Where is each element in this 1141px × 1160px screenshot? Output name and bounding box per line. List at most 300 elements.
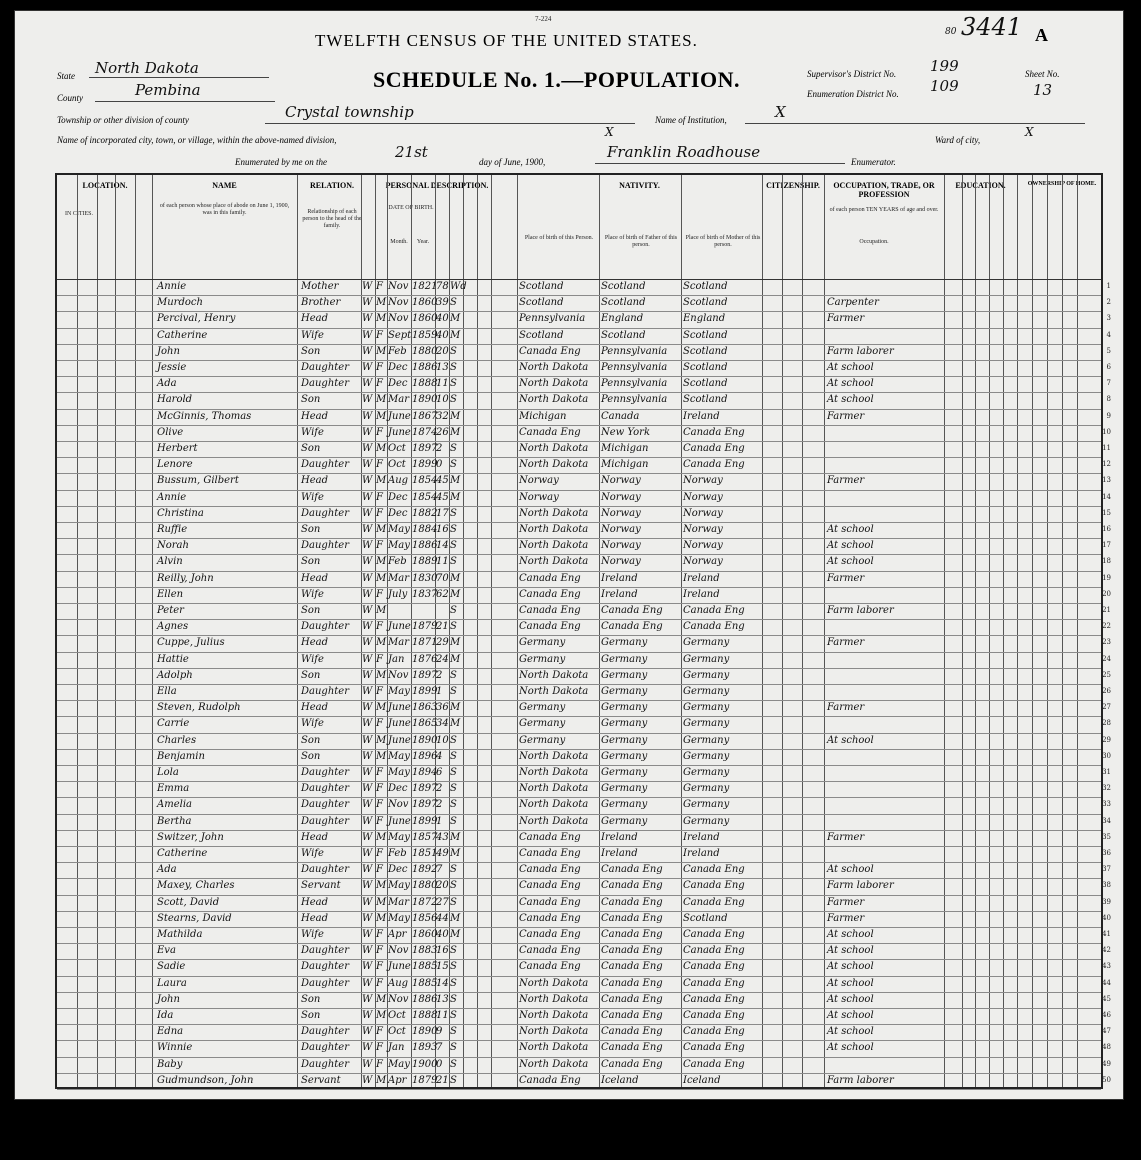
cell-mo: Canada Eng [683, 426, 745, 438]
cell-rel: Son [301, 524, 321, 535]
cell-a: 1 [436, 815, 443, 827]
cell-c: W [362, 605, 373, 616]
cell-y: 1860 [412, 313, 438, 325]
cell-rel: Head [301, 831, 329, 843]
cell-m: May [388, 540, 410, 552]
cell-p: North Dakota [519, 669, 589, 681]
cell-mo: Canada Eng [683, 945, 745, 957]
cell-rel: Head [301, 896, 329, 908]
cell-rel: Son [301, 1010, 321, 1021]
enumeration-value: 109 [930, 77, 959, 95]
cell-f: Germany [601, 815, 648, 827]
cell-s: F [376, 783, 383, 795]
row-number: 4 [1106, 330, 1111, 339]
cell-rel: Son [301, 605, 321, 616]
cell-ms: M [450, 718, 461, 730]
cell-mo: Germany [683, 653, 730, 665]
cell-s: M [376, 475, 387, 487]
cell-m: Dec [388, 362, 408, 373]
cell-occ: Farmer [827, 912, 865, 924]
cell-ms: S [450, 1010, 457, 1021]
cell-s: F [376, 815, 383, 827]
cell-c: W [362, 345, 373, 357]
cell-c: W [362, 313, 373, 325]
cell-a: 40 [436, 313, 449, 325]
group-nativity: NATIVITY. [619, 181, 660, 190]
cell-c: W [362, 621, 373, 633]
cell-m: Dec [388, 507, 408, 519]
cell-y: 1874 [412, 426, 438, 438]
cell-a: 27 [436, 896, 449, 908]
row-number: 23 [1102, 638, 1111, 647]
cell-mo: Canada Eng [683, 993, 745, 1005]
row-number: 8 [1106, 395, 1111, 404]
cell-ms: M [450, 475, 461, 487]
cell-mo: Canada Eng [683, 443, 745, 454]
cell-ms: M [450, 831, 461, 843]
cell-rel: Wife [301, 588, 324, 600]
cell-c: W [362, 507, 373, 519]
cell-occ: At school [827, 394, 874, 406]
cell-p: Canada Eng [519, 1074, 581, 1086]
cell-ms: S [450, 669, 457, 681]
cell-f: Norway [601, 556, 641, 568]
cell-mo: Scotland [683, 362, 728, 373]
cell-mo: Canada Eng [683, 929, 745, 940]
cell-p: Canada Eng [519, 605, 581, 616]
row-number: 6 [1106, 363, 1111, 371]
cell-name: Percival, Henry [157, 313, 236, 325]
cell-c: W [362, 637, 373, 649]
cell-a: 11 [436, 378, 449, 390]
cell-name: Catherine [157, 848, 208, 859]
row-number: 18 [1102, 557, 1111, 566]
cell-occ: Farmer [827, 896, 865, 908]
cell-ms: S [450, 750, 457, 762]
cell-s: M [376, 637, 387, 649]
enumerated-month: day of June, 1900, [479, 157, 546, 167]
cell-p: Canada Eng [519, 588, 581, 600]
cell-f: Canada Eng [601, 912, 663, 924]
cell-p: Canada Eng [519, 426, 581, 438]
cell-ms: M [450, 588, 461, 600]
cell-rel: Head [301, 313, 329, 325]
cell-s: F [376, 653, 383, 665]
cell-p: Scotland [519, 281, 564, 292]
cell-occ: Farmer [827, 475, 865, 487]
cell-f: Canada Eng [601, 896, 663, 908]
schedule-title: SCHEDULE No. 1.—POPULATION. [373, 67, 740, 92]
row-number: 10 [1102, 427, 1111, 436]
cell-rel: Daughter [301, 686, 349, 697]
cell-m: Oct [388, 459, 406, 471]
cell-f: Pennsylvania [601, 378, 668, 390]
row-number: 19 [1102, 573, 1111, 582]
row-number: 43 [1102, 962, 1111, 971]
cell-y: 1886 [412, 540, 438, 552]
cell-y: 1872 [412, 896, 438, 908]
cell-y: 1886 [412, 362, 438, 373]
cell-ms: S [450, 783, 457, 795]
cell-m: Nov [388, 281, 409, 292]
row-number: 3 [1106, 314, 1111, 323]
cell-f: Canada [601, 410, 640, 422]
cell-rel: Daughter [301, 1058, 349, 1070]
cell-name: Bertha [157, 815, 192, 827]
cell-c: W [362, 426, 373, 438]
cell-s: M [376, 702, 387, 714]
cell-m: Apr [388, 1074, 407, 1086]
cell-f: Canada Eng [601, 1026, 663, 1038]
cell-rel: Wife [301, 491, 324, 503]
cell-occ: Farmer [827, 702, 865, 714]
cell-c: W [362, 945, 373, 957]
row-number: 45 [1102, 994, 1111, 1003]
row-number: 14 [1102, 492, 1111, 501]
cell-s: M [376, 896, 387, 908]
row-number: 49 [1102, 1059, 1111, 1068]
cell-s: F [376, 426, 383, 438]
cell-name: Annie [157, 281, 187, 292]
cell-name: Steven, Rudolph [157, 702, 241, 714]
cell-f: Canada Eng [601, 880, 663, 892]
cell-p: Canada Eng [519, 880, 581, 892]
cell-f: Germany [601, 750, 648, 762]
cell-mo: Norway [683, 491, 723, 503]
cell-f: Ireland [601, 831, 638, 843]
cell-m: Nov [388, 945, 409, 957]
cell-y: 1885 [412, 977, 438, 989]
cell-y: 1854 [412, 491, 438, 503]
cell-a: 4 [436, 750, 443, 762]
cell-ms: S [450, 993, 457, 1005]
cell-c: W [362, 864, 373, 876]
cell-f: Canada Eng [601, 961, 663, 973]
group-relation: RELATION. [309, 181, 355, 190]
cell-ms: M [450, 313, 461, 325]
cell-p: Germany [519, 637, 566, 649]
cell-m: Nov [388, 669, 409, 681]
cell-a: 29 [436, 637, 449, 649]
cell-name: Edna [157, 1026, 184, 1038]
cell-occ: At school [827, 993, 874, 1005]
cell-y: 1890 [412, 394, 438, 406]
cell-y: 1899 [412, 686, 438, 697]
cell-mo: Germany [683, 669, 730, 681]
cell-p: Canada Eng [519, 848, 581, 859]
cell-name: Hattie [157, 653, 189, 665]
cell-a: 7 [436, 1042, 443, 1054]
cell-m: Mar [388, 394, 409, 406]
cell-c: W [362, 1026, 373, 1038]
cell-m: June [388, 621, 411, 633]
cell-occ: At school [827, 961, 874, 973]
cell-c: W [362, 362, 373, 373]
cell-m: Aug [388, 475, 409, 487]
group-education: EDUCATION. [955, 181, 1006, 190]
cell-p: North Dakota [519, 750, 589, 762]
cell-name: Murdoch [157, 297, 203, 309]
cell-y: 1880 [412, 880, 438, 892]
cell-f: Pennsylvania [601, 394, 668, 406]
row-number: 35 [1102, 832, 1111, 841]
cell-rel: Daughter [301, 621, 349, 633]
cell-s: M [376, 297, 387, 309]
cell-m: June [388, 815, 411, 827]
cell-name: Olive [157, 426, 184, 438]
cell-ms: S [450, 556, 457, 568]
row-number: 9 [1106, 411, 1111, 420]
cell-c: W [362, 1074, 373, 1086]
row-number: 12 [1102, 460, 1111, 469]
cell-ms: M [450, 848, 461, 859]
cell-f: Scotland [601, 329, 646, 341]
cell-ms: S [450, 394, 457, 406]
cell-ms: M [450, 702, 461, 714]
cell-mo: Scotland [683, 378, 728, 390]
cell-s: F [376, 977, 383, 989]
group-occupation: OCCUPATION, TRADE, OR PROFESSION [833, 181, 935, 199]
cell-y: 1879 [412, 621, 438, 633]
cell-f: Canada Eng [601, 1058, 663, 1070]
cell-occ: At school [827, 1026, 874, 1038]
cell-a: 49 [436, 848, 449, 859]
cell-y: 1860 [412, 297, 438, 309]
cell-mo: Germany [683, 750, 730, 762]
cell-name: Ida [157, 1010, 174, 1021]
sheet-no-label: Sheet No. [1025, 69, 1060, 79]
cell-m: June [388, 734, 411, 746]
cell-s: F [376, 378, 383, 390]
cell-s: F [376, 945, 383, 957]
cell-a: 21 [436, 1074, 449, 1086]
cell-a: 40 [436, 929, 449, 940]
cell-occ: Farmer [827, 410, 865, 422]
cell-mo: Scotland [683, 345, 728, 357]
cell-name: Scott, David [157, 896, 220, 908]
cell-rel: Son [301, 345, 321, 357]
cell-f: Scotland [601, 297, 646, 309]
ward-label: Ward of city, [935, 135, 981, 145]
cell-p: North Dakota [519, 799, 589, 811]
cell-a: 13 [436, 362, 449, 373]
cell-p: Canada Eng [519, 945, 581, 957]
cell-mo: Ireland [683, 572, 720, 584]
cell-ms: M [450, 329, 461, 341]
population-table [55, 173, 1111, 1089]
cell-m: Nov [388, 799, 409, 811]
cell-y: 1860 [412, 929, 438, 940]
row-number: 32 [1102, 784, 1111, 793]
cell-occ: At school [827, 734, 874, 746]
cell-name: Harold [157, 394, 193, 406]
cell-mo: Norway [683, 507, 723, 519]
cell-occ: At school [827, 556, 874, 568]
cell-name: Maxey, Charles [157, 880, 235, 892]
cell-f: Germany [601, 702, 648, 714]
cell-rel: Daughter [301, 1026, 349, 1038]
cell-f: Ireland [601, 572, 638, 584]
row-number: 30 [1102, 751, 1111, 760]
cell-s: M [376, 1074, 387, 1086]
cell-f: Germany [601, 767, 648, 778]
cell-name: Cuppe, Julius [157, 637, 225, 649]
cell-p: North Dakota [519, 993, 589, 1005]
cell-occ: At school [827, 378, 874, 390]
cell-rel: Son [301, 993, 321, 1005]
cell-p: North Dakota [519, 1010, 589, 1021]
cell-ms: S [450, 362, 457, 373]
cell-p: North Dakota [519, 362, 589, 373]
cell-y: 1863 [412, 702, 438, 714]
cell-c: W [362, 961, 373, 973]
cell-name: Norah [157, 540, 189, 552]
cell-a: 40 [436, 329, 449, 341]
cell-m: Feb [388, 848, 407, 859]
cell-c: W [362, 880, 373, 892]
cell-rel: Head [301, 475, 329, 487]
cell-s: F [376, 459, 383, 471]
cell-c: W [362, 378, 373, 390]
cell-occ: At school [827, 945, 874, 957]
cell-a: 10 [436, 394, 449, 406]
cell-p: North Dakota [519, 443, 589, 454]
cell-occ: Farmer [827, 572, 865, 584]
cell-mo: Canada Eng [683, 896, 745, 908]
cell-name: McGinnis, Thomas [157, 410, 252, 422]
cell-y: 1897 [412, 669, 438, 681]
cell-p: Norway [519, 475, 559, 487]
cell-rel: Daughter [301, 864, 349, 876]
cell-y: 1859 [412, 329, 438, 341]
cell-s: F [376, 1042, 383, 1054]
cell-f: Canada Eng [601, 977, 663, 989]
county-value: Pembina [135, 81, 201, 99]
cell-occ: Farmer [827, 637, 865, 649]
cell-f: Iceland [601, 1074, 639, 1086]
cell-m: Jan [388, 1042, 405, 1054]
cell-name: Bussum, Gilbert [157, 475, 239, 487]
cell-m: July [388, 588, 408, 600]
cell-rel: Wife [301, 329, 324, 341]
cell-rel: Head [301, 637, 329, 649]
cell-a: 62 [436, 588, 449, 600]
cell-p: Canada Eng [519, 572, 581, 584]
cell-p: Scotland [519, 329, 564, 341]
cell-p: Canada Eng [519, 961, 581, 973]
cell-rel: Son [301, 669, 321, 681]
cell-s: F [376, 1058, 383, 1070]
cell-occ: At school [827, 929, 874, 940]
cell-mo: Norway [683, 556, 723, 568]
cell-a: 78 [436, 281, 449, 292]
cell-ms: M [450, 653, 461, 665]
cell-occ: At school [827, 1010, 874, 1021]
cell-s: M [376, 524, 387, 535]
row-number: 34 [1102, 816, 1111, 825]
cell-name: Benjamin [157, 750, 205, 762]
cell-a: 2 [436, 799, 443, 811]
cell-p: Germany [519, 653, 566, 665]
cell-m: Mar [388, 572, 409, 584]
subhead-place-father: Place of birth of Father of this person. [604, 235, 678, 248]
cell-c: W [362, 718, 373, 730]
cell-rel: Daughter [301, 961, 349, 973]
cell-occ: Farm laborer [827, 880, 894, 892]
cell-f: Pennsylvania [601, 362, 668, 373]
cell-c: W [362, 329, 373, 341]
enumerated-day: 21st [395, 143, 428, 161]
cell-mo: Germany [683, 815, 730, 827]
cell-a: 32 [436, 410, 449, 422]
group-ownership: OWNERSHIP OF HOME. [1027, 181, 1097, 187]
cell-ms: Wd [450, 281, 467, 292]
cell-s: F [376, 281, 383, 292]
cell-mo: Canada Eng [683, 1010, 745, 1021]
cell-c: W [362, 831, 373, 843]
cell-c: W [362, 1010, 373, 1021]
city-value: X [605, 125, 614, 139]
cell-name: Ellen [157, 588, 184, 600]
subhead-place-mother: Place of birth of Mother of this person. [685, 235, 761, 248]
cell-y: 1896 [412, 750, 438, 762]
cell-ms: S [450, 345, 457, 357]
cell-ms: S [450, 896, 457, 908]
state-label: State [57, 71, 75, 81]
cell-c: W [362, 556, 373, 568]
cell-a: 36 [436, 702, 449, 714]
cell-s: M [376, 345, 387, 357]
cell-a: 34 [436, 718, 449, 730]
cell-y: 1897 [412, 783, 438, 795]
cell-a: 21 [436, 621, 449, 633]
cell-rel: Brother [301, 297, 341, 309]
cell-ms: M [450, 929, 461, 940]
cell-mo: Scotland [683, 394, 728, 406]
cell-c: W [362, 281, 373, 292]
cell-mo: Canada Eng [683, 961, 745, 973]
cell-s: M [376, 750, 387, 762]
census-sheet [14, 10, 1124, 1100]
cell-y: 1857 [412, 831, 438, 843]
cell-occ: Farm laborer [827, 1074, 894, 1086]
subhead-occupation-col: Occupation. [859, 239, 889, 245]
cell-a: 14 [436, 977, 449, 989]
cell-mo: Ireland [683, 410, 720, 422]
cell-mo: Canada Eng [683, 459, 745, 471]
cell-name: Herbert [157, 443, 198, 454]
cell-a: 39 [436, 297, 449, 309]
cell-rel: Head [301, 912, 329, 924]
cell-s: M [376, 572, 387, 584]
cell-ms: S [450, 961, 457, 973]
cell-y: 1830 [412, 572, 438, 584]
cell-name: Amelia [157, 799, 192, 811]
cell-rel: Wife [301, 718, 324, 730]
cell-a: 24 [436, 653, 449, 665]
cell-a: 45 [436, 491, 449, 503]
cell-p: North Dakota [519, 556, 589, 568]
township-label: Township or other division of county [57, 115, 189, 125]
cell-s: F [376, 1026, 383, 1038]
cell-p: Pennsylvania [519, 313, 586, 325]
cell-s: M [376, 1010, 387, 1021]
cell-a: 70 [436, 572, 449, 584]
cell-name: Sadie [157, 961, 186, 973]
cell-a: 9 [436, 1026, 443, 1038]
cell-ms: S [450, 507, 457, 519]
cell-mo: Canada Eng [683, 1058, 745, 1070]
